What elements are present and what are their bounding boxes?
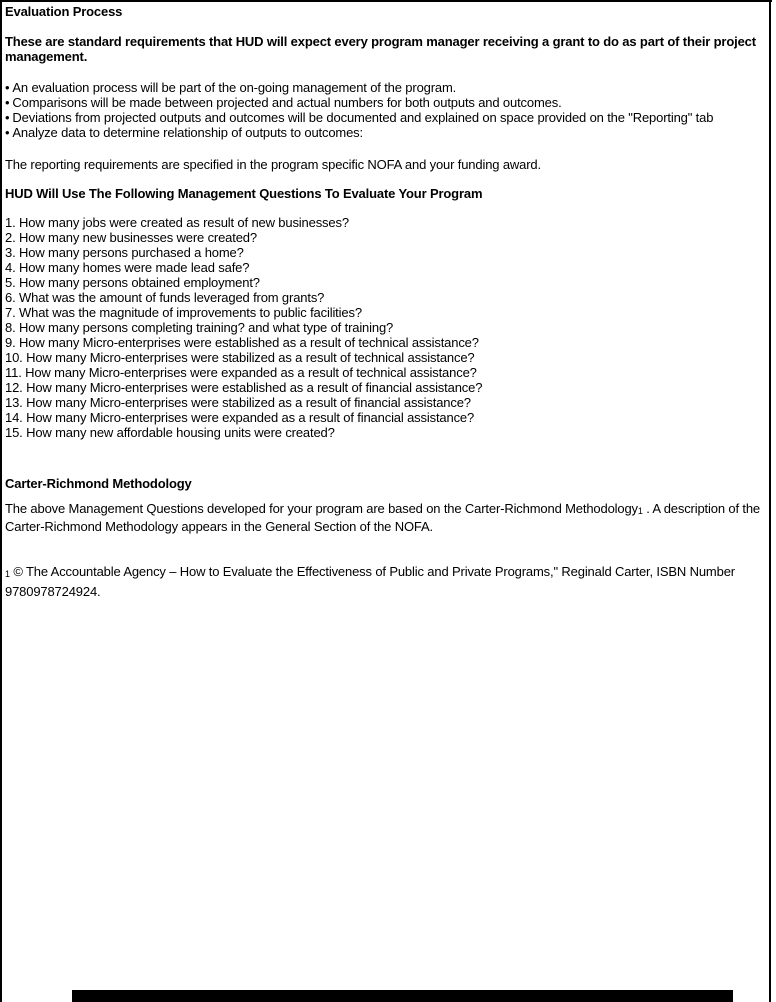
bullet-item [5,80,768,95]
question-item: 9. How many Micro-enterprises were established as a result of technical assistance? [5,335,479,350]
methodology-text-after: . A description of the Carter-Richmond Methodology appears in the General Section of the NOFA. [5,501,761,534]
footnote [5,563,768,601]
management-questions-list [5,215,768,440]
question-item: 2. How many new businesses were created? [5,230,257,245]
footnote-reference-marker: 1 [637,506,643,516]
question-item: 8. How many persons completing training? and what type of training? [5,320,394,335]
bullet-icon: • [5,110,10,125]
question-item: 14. How many Micro-enterprises were expanded as a result of financial assistance? [5,410,475,425]
bullet-item-text: Analyze data to determine relationship of outputs to outcomes: [12,125,363,140]
page-border-left [0,0,2,1002]
question-item: 6. What was the amount of funds leveraged from grants? [5,290,325,305]
bullet-item-text: Deviations from projected outputs and outcomes will be documented and explained on space provided on the "Reporting" tab [12,110,714,125]
question-item: 10. How many Micro-enterprises were stabilized as a result of technical assistance? [5,350,475,365]
page-border-top [0,0,772,2]
reporting-note: The reporting requirements are specified in the program specific NOFA and your funding award. [5,157,541,172]
bullet-icon: • [5,95,10,110]
methodology-paragraph [5,501,768,534]
question-item: 15. How many new affordable housing units were created? [5,425,335,440]
question-item: 5. How many persons obtained employment? [5,275,260,290]
bottom-bar [72,990,733,1002]
page-title: Evaluation Process [5,4,123,19]
footnote-text: © The Accountable Agency – How to Evaluate the Effectiveness of Public and Private Programs," Reginald Carter, ISBN Number 9780978724924. [5,564,735,599]
intro-paragraph: These are standard requirements that HUD will expect every program manager receiving a grant to do as part of their project management. [5,34,756,64]
question-item: 1. How many jobs were created as result of new businesses? [5,215,349,230]
question-item: 11. How many Micro-enterprises were expanded as a result of technical assistance? [5,365,477,380]
question-item: 4. How many homes were made lead safe? [5,260,250,275]
bullet-item [5,125,768,140]
bullet-item [5,110,768,125]
bullet-item-text: Comparisons will be made between projected and actual numbers for both outputs and outcomes. [12,95,562,110]
footnote-marker: 1 [5,569,10,579]
bullet-item-text: An evaluation process will be part of the on-going management of the program. [12,80,457,95]
bullet-item [5,95,768,110]
question-item: 13. How many Micro-enterprises were stabilized as a result of financial assistance? [5,395,471,410]
bullet-icon: • [5,80,10,95]
page-border-right [769,0,771,1002]
question-item: 7. What was the magnitude of improvements to public facilities? [5,305,362,320]
bullet-icon: • [5,125,10,140]
document-content [5,4,768,601]
question-item: 12. How many Micro-enterprises were established as a result of financial assistance? [5,380,483,395]
management-questions-heading: HUD Will Use The Following Management Questions To Evaluate Your Program [5,186,483,201]
methodology-heading: Carter-Richmond Methodology [5,476,192,491]
requirements-bullet-list [5,80,768,140]
methodology-text-before: The above Management Questions developed for your program are based on the Carter-Richmond Methodology [5,501,638,516]
question-item: 3. How many persons purchased a home? [5,245,244,260]
